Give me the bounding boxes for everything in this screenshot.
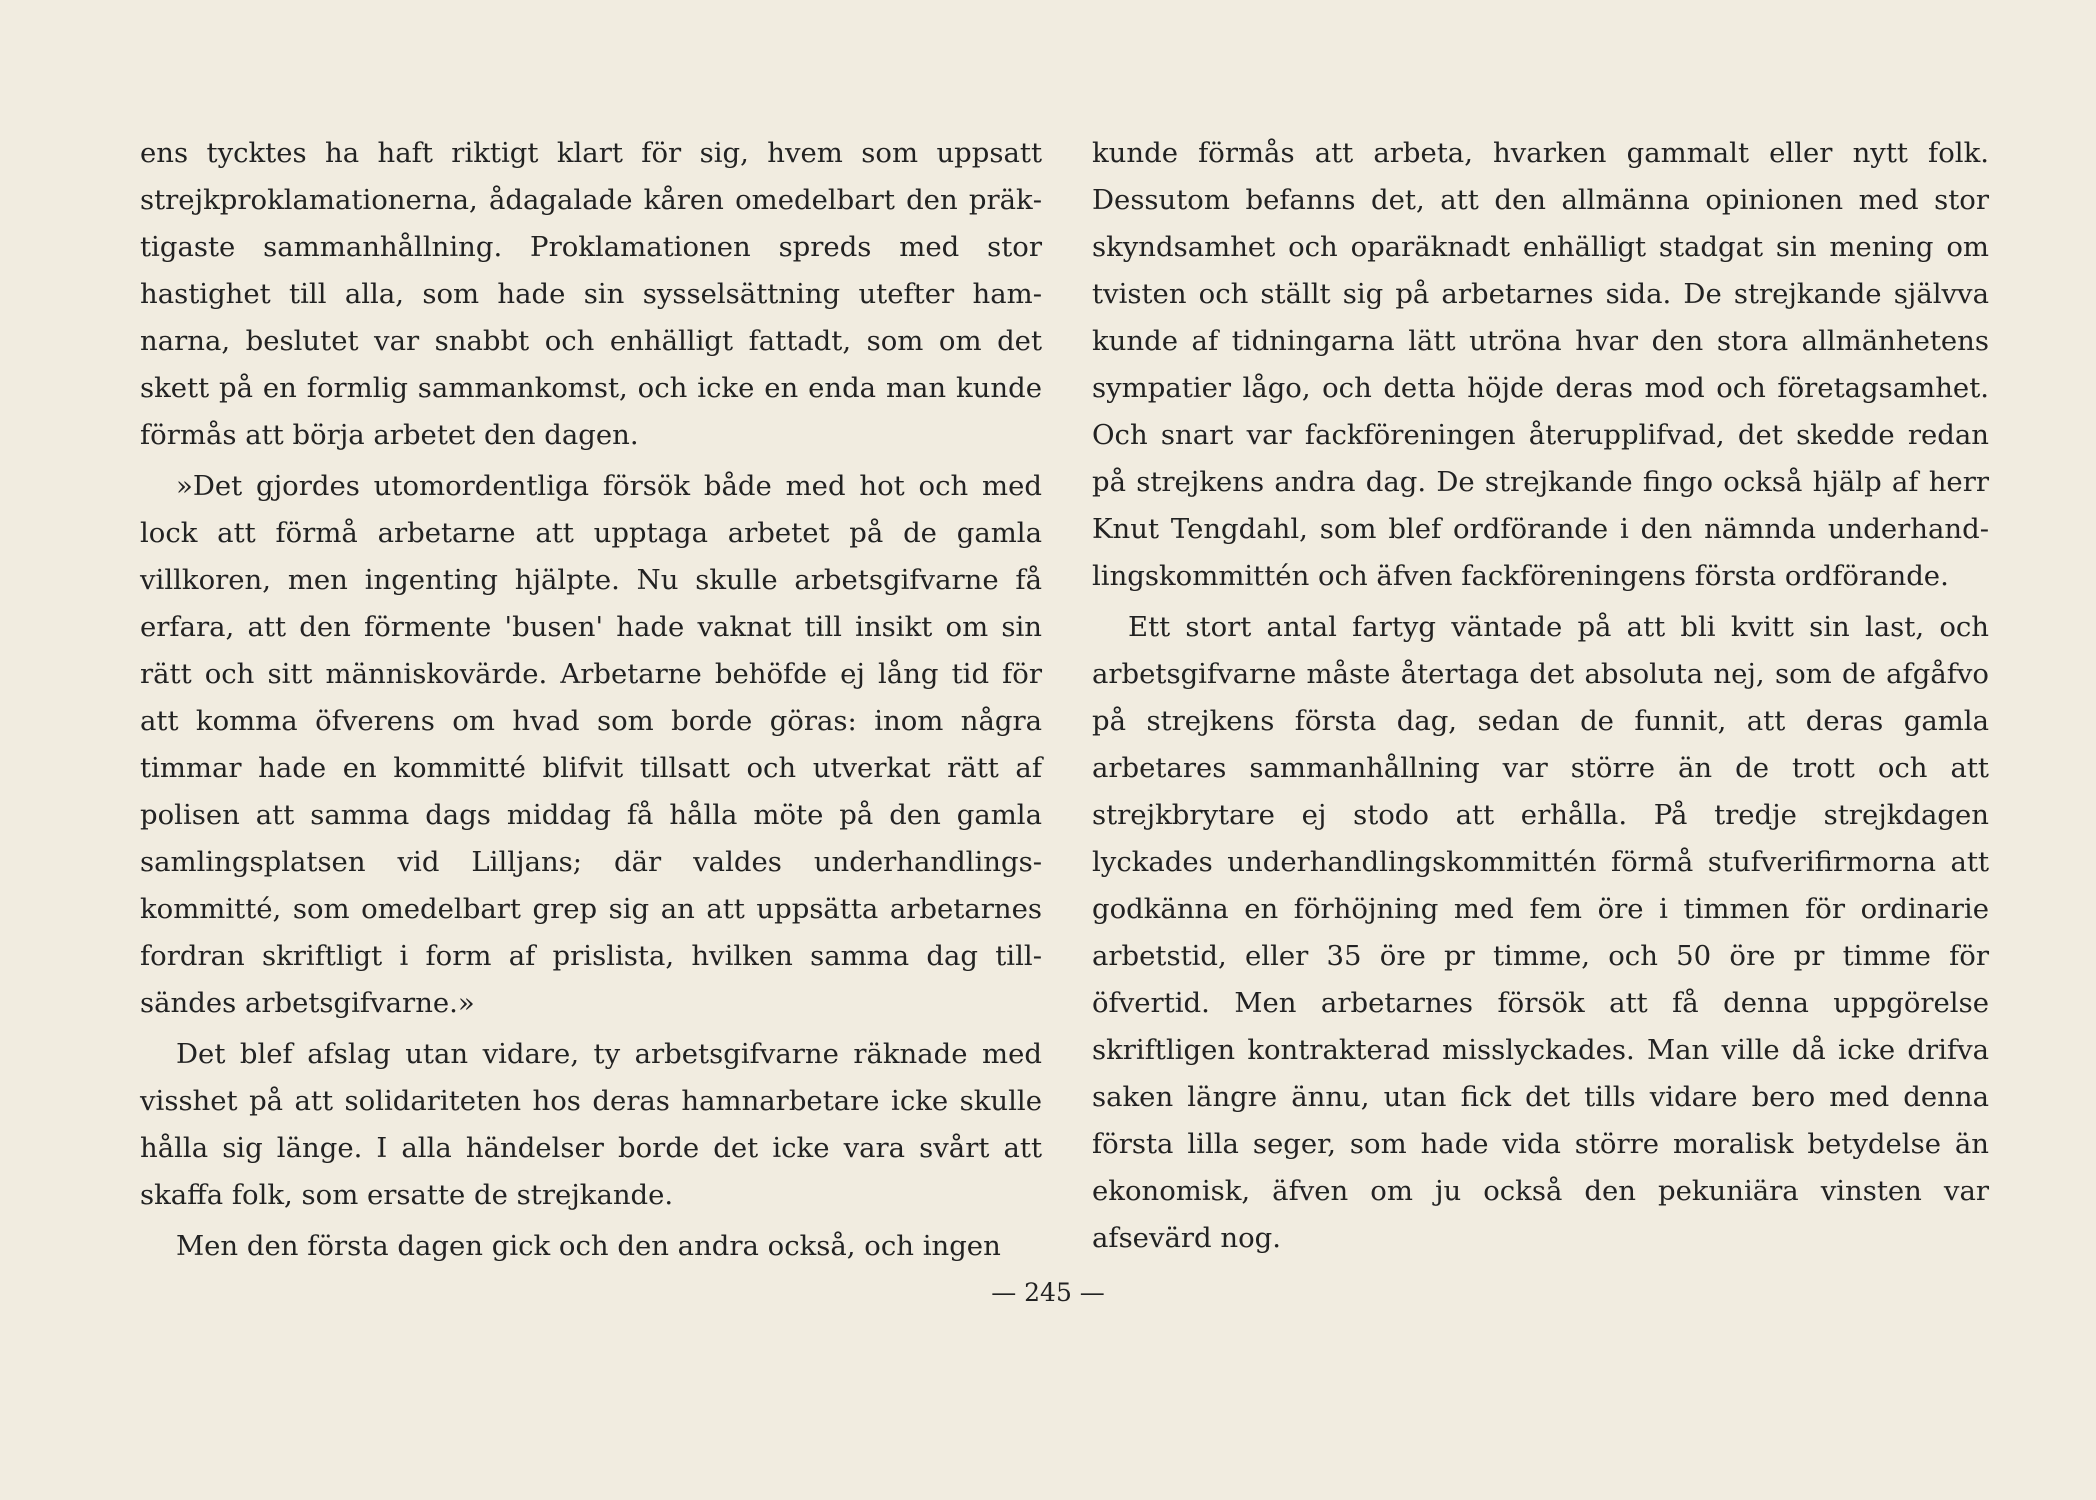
left-column (140, 130, 1042, 1274)
paragraph: ens tycktes ha haft riktigt klart för sig, hvem som uppsatt strejkproklamationerna, ådagalade kåren omedelbart den präktigaste sammanhållning. Proklamationen spreds med stor hastighet till alla, som hade sin sysselsättning utefter hamnarna, beslutet var snabbt och enhälligt fattadt, som om det skett på en formlig sammankomst, och icke en enda man kunde förmås att börja arbetet den dagen. (140, 137, 1042, 451)
paragraph: Det blef afslag utan vidare, ty arbetsgifvarne räknade med visshet på att solidariteten hos deras hamnarbetare icke skulle hålla sig länge. I alla händelser borde det icke vara svårt att skaffa folk, som ersatte de strejkande. (140, 1038, 1042, 1211)
page-number: — 245 — (991, 1278, 1105, 1307)
paragraph: Ett stort antal fartyg väntade på att bli kvitt sin last, och arbetsgifvarne måste återtaga det absoluta nej, som de afgåfvo på strejkens första dag, sedan de funnit, att deras gamla arbetares sammanhållning var större än de trott och att strejkbrytare ej stodo att erhålla. På tredje strejkdagen lyckades underhandlingskommittén förmå stufverifirmorna att godkänna en förhöjning med fem öre i timmen för ordinarie arbetstid, eller 35 öre pr timme, och 50 öre pr timme för öfvertid. Men arbetarnes försök att få denna uppgörelse skriftligen kontrakterad misslyckades. Man ville då icke drifva saken längre ännu, utan fick det tills vidare bero med denna första lilla seger, som hade vida större moralisk betydelse än ekonomisk, äfven om ju också den pekuniära vinsten var afsevärd nog. (1092, 611, 1989, 1254)
paragraph: kunde förmås att arbeta, hvarken gammalt eller nytt folk. Dessutom befanns det, att den allmänna opinionen med stor skyndsamhet och oparäknadt enhälligt stadgat sin mening om tvisten och ställt sig på arbetarnes sida. De strejkande självva kunde af tidningarna lätt utröna hvar den stora allmänhetens sympatier lågo, och detta höjde deras mod och företagsamhet. Och snart var fackföreningen återupplifvad, det skedde redan på strejkens andra dag. De strejkande fingo också hjälp af herr Knut Tengdahl, som blef ordförande i den nämnda underhandlingskommittén och äfven fackföreningens första ordförande. (1092, 137, 1989, 592)
paragraph: Men den första dagen gick och den andra också, och ingen (176, 1230, 1001, 1262)
right-column (1092, 130, 1989, 1266)
paragraph: »Det gjordes utomordentliga försök både med hot och med lock att förmå arbetarne att upptaga arbetet på de gamla villkoren, men ingenting hjälpte. Nu skulle arbetsgifvarne få erfara, att den förmente 'busen' hade vaknat till insikt om sin rätt och sitt människovärde. Arbetarne behöfde ej lång tid för att komma öfverens om hvad som borde göras: inom några timmar hade en kommitté blifvit tillsatt och utverkat rätt af polisen att samma dags middag få hålla möte på den gamla samlingsplatsen vid Lilljans; där valdes underhandlingskommitté, som omedelbart grep sig an att uppsätta arbetarnes fordran skriftligt i form af prislista, hvilken samma dag tillsändes arbetsgifvarne.» (140, 470, 1042, 1019)
